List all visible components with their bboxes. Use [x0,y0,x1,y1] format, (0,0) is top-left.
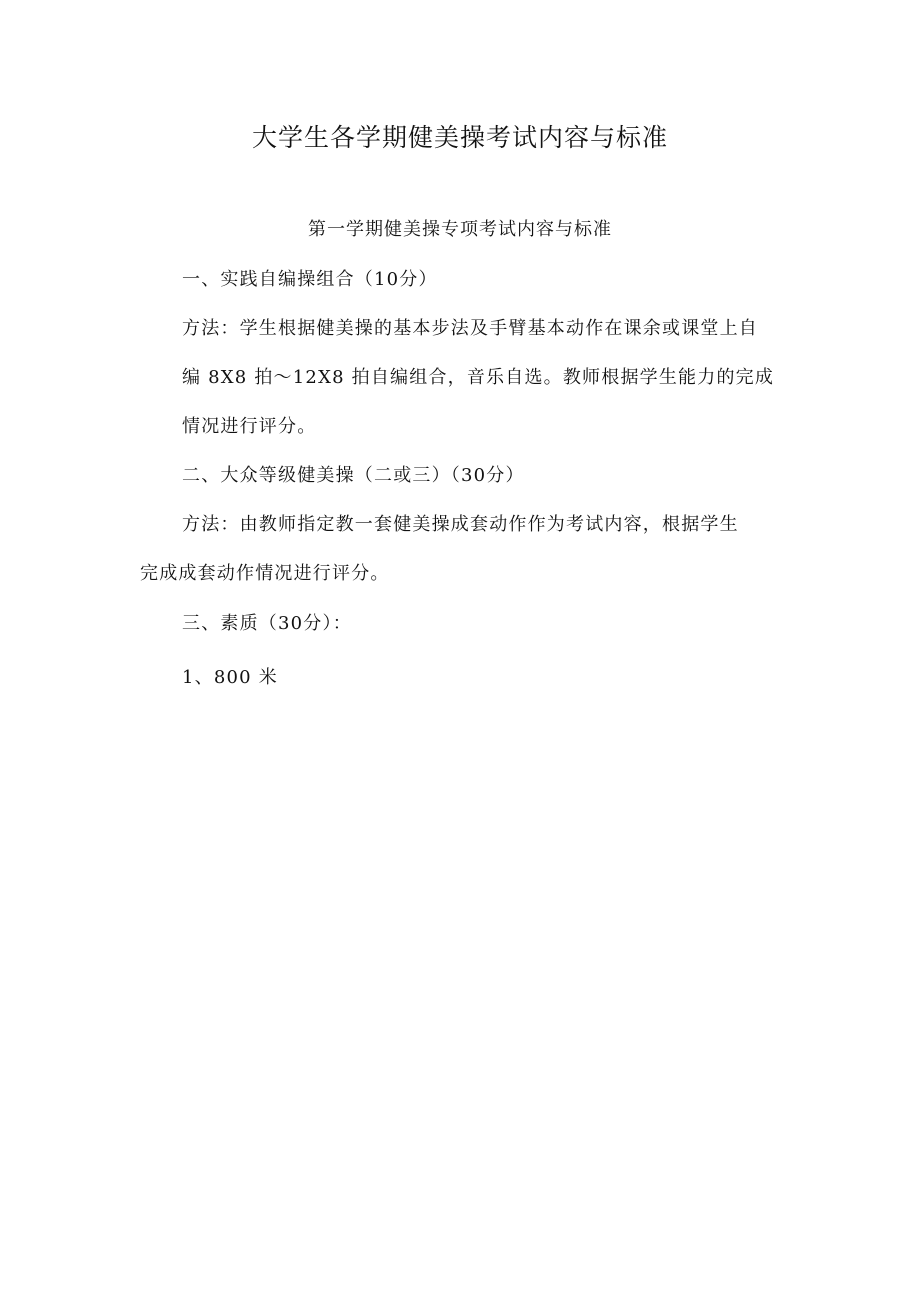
item1-method-line1: 方法：学生根据健美操的基本步法及手臂基本动作在课余或课堂上自 [182,318,758,339]
item2-heading: 二、大众等级健美操（二或三）（30分） [182,465,525,486]
item2-method-line1: 方法：由教师指定教一套健美操成套动作作为考试内容，根据学生 [182,514,739,535]
item1-heading: 一、实践自编操组合（10分） [182,269,438,290]
section-title: 第一学期健美操专项考试内容与标准 [308,219,612,240]
item1-method-line2: 编 8X8 拍～12X8 拍自编组合，音乐自选。教师根据学生能力的完成 [182,367,775,388]
item3-sub1: 1、800 米 [182,667,278,688]
item3-heading: 三、素质（30分）： [182,613,352,634]
document-title: 大学生各学期健美操考试内容与标准 [251,123,668,152]
item1-method-line3: 情况进行评分。 [182,416,317,437]
item2-method-line2: 完成成套动作情况进行评分。 [140,563,390,584]
